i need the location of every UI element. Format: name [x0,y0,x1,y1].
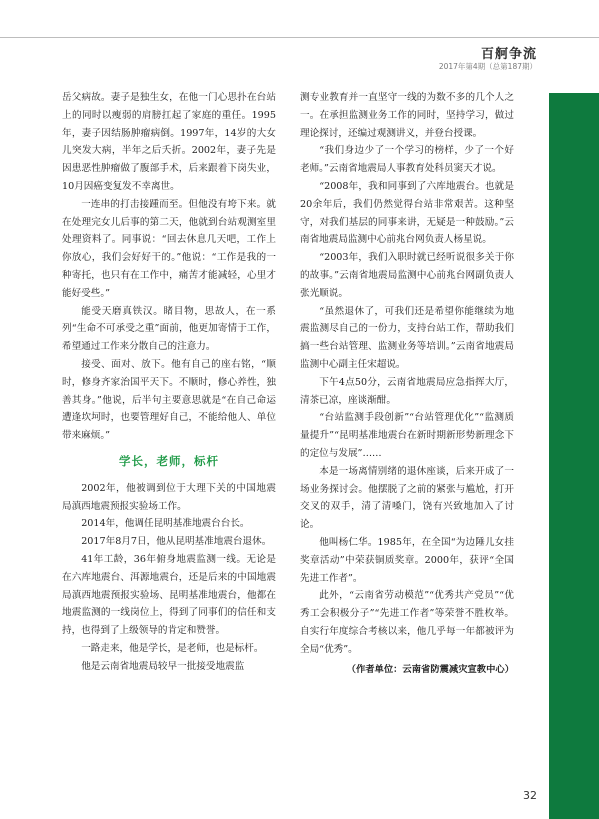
left-column [62,89,276,676]
paragraph: “2008年，我和同事到了六库地震台。也就是20余年后，我们仍然觉得台站非常艰苦。这种坚守，对我们基层的同事来讲，无疑是一种鼓励。”云南省地震局监测中心前兆台网负责人杨星说。 [300,180,514,246]
paragraph: 41年工龄，36年俯身地震监测一线。无论是在六库地震台、洱源地震台，还是后来的中国地震局滇西地震预报实验场、昆明基准地震台，他都在地震监测的一线岗位上，得到了同事们的信任和支持，也得到了上级领导的肯定和赞誉。 [62,553,276,637]
header-rule [0,37,599,38]
paragraph: 接受、面对、放下。他有自己的座右铭，“顺时，修身齐家治国平天下。不顺时，修心养性，独善其身。”他说，后半句主要意思就是“在自己命运遭逢坎坷时，也要管理好自己，不能给他人、单位带来麻烦。” [62,358,276,442]
paragraph: 2017年8月7日，他从昆明基准地震台退休。 [81,536,272,548]
paragraph: 测专业教育并一直坚守一线的为数不多的几个人之一。在承担监测业务工作的同时，坚持学习，做过理论探讨，还编过观测讲义，并登台授课。 [300,92,514,139]
paragraph: 能受天磨真铁汉。睹目物，思故人，在一系列“生命不可承受之重”面前，他更加寄情于工作，希望通过工作来分散自己的注意力。 [62,305,276,353]
magazine-column-title: 百舸争流 [480,47,537,62]
paragraph: 下午4点50分，云南省地震局应急指挥大厅，清茶已凉，座谈渐酣。 [300,376,514,406]
paragraph: 此外，“云南省劳动模范”“优秀共产党员”“优秀工会积极分子”“先进工作者”等荣誉不胜枚举。自实行年度综合考核以来，他几乎每一年都被评为全局“优秀”。 [300,590,514,655]
author-affiliation: （作者单位：云南省防震减灾宣教中心） [346,663,514,675]
paragraph: 一路走来，他是学长，是老师，也是标杆。 [81,642,264,654]
paragraph: “我们身边少了一个学习的榜样，少了一个好老师。”云南省地震局人事教育处科员窦天才说。 [300,145,514,175]
paragraph: 本是一场离情别绪的退休座谈，后来开成了一场业务探讨会。他摆脱了之前的紧张与尴尬，打开交叉的双手，清了清嗓门，饶有兴致地加入了讨论。 [300,465,514,531]
issue-label: 2017年第4期（总第187期） [438,62,537,71]
page-number: 32 [523,789,537,802]
paragraph: 一连串的打击接踵而至。但他没有垮下来。就在处理完女儿后事的第二天，他就到台站观测室里处理资料了。同事说：“回去休息几天吧，工作上你放心，我们会好好干的。”他说：“工作是我的一种寄托，也只有在工作中，痛苦才能减轻，心里才能好受些。” [62,198,276,299]
paragraph: “虽然退休了，可我们还是希望你能继续为地震监测尽自己的一份力，支持台站工作，帮助我们搞一些台站管理、监测业务等培训。”云南省地震局监测中心副主任宋超说。 [300,305,514,370]
paragraph: 他叫杨仁华。1985年，在全国“为边陲儿女挂奖章活动”中荣获铜质奖章。2000年，获评“全国先进工作者”。 [300,536,514,584]
section-heading: 学长，老师，标杆 [119,453,219,468]
paragraph: “台站监测手段创新”“台站管理优化”“监测质量提升”“昆明基准地震台在新时期新形势新理念下的定位与发展”…… [300,412,514,459]
paragraph: 2014年，他调任昆明基准地震台台长。 [81,518,250,530]
green-side-bar [549,93,599,819]
paragraph: “2003年，我们入职时就已经听说很多关于你的故事。”云南省地震局监测中心前兆台网副负责人张光顺说。 [300,252,514,299]
right-column [300,89,514,678]
paragraph: 2002年，他被调到位于大理下关的中国地震局滇西地震预报实验场工作。 [62,482,276,512]
paragraph: 岳父病故。妻子是独生女，在他一门心思扑在台站上的同时以瘦弱的肩膀扛起了家庭的重任。1995年，妻子因结肠肿瘤病倒。1997年，14岁的大女儿突发大病，半年之后夭折。2002年，妻子先是因患恶性肿瘤做了腹部手术，后来跟着下岗失业，10月因癌变复发不幸离世。 [62,92,276,192]
paragraph: 他是云南省地震局较早一批接受地震监 [81,660,245,672]
